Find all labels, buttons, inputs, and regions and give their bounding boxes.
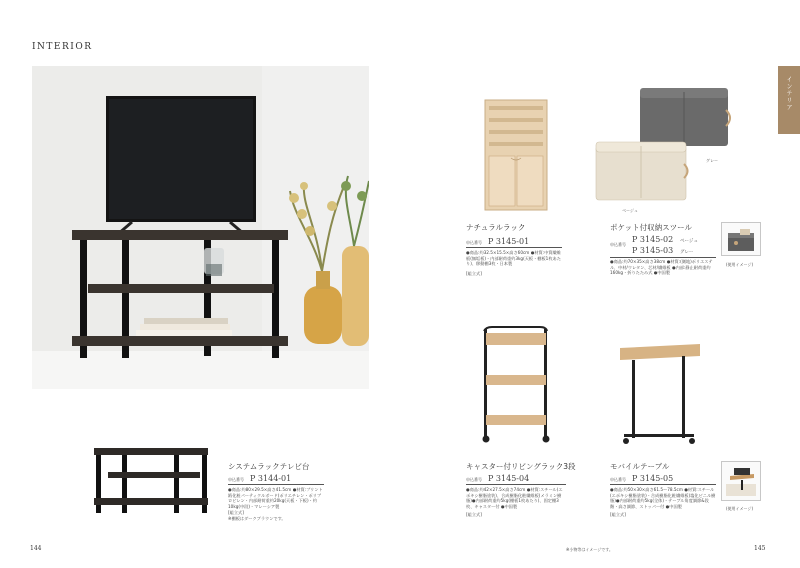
- order-number-label: 申込番号: [466, 240, 482, 245]
- product-code: P 3144-01: [250, 474, 292, 483]
- page-number-left: 144: [30, 545, 42, 552]
- natural-rack-image: [483, 98, 549, 212]
- product-description: ●商品:約32.5×15.5×高さ60cm ●材質:中質繊維板(無垢板)・内部耐荷重約3kg(天板・棚板1枚あたり)、移動棚3枚・日本製: [466, 250, 561, 267]
- product-description: ●商品:約42×27.5×高さ74cm ●材質:スチール(エポキシ樹脂塗装)、合成樹脂化粧繊維板(メラミン樹脂)●内部耐荷重約5kg(棚板1枚あたり)、固定棚3枚、キャスター付 ●中国製: [466, 487, 563, 509]
- usage-caption: (使用イメージ): [726, 262, 754, 267]
- product-code: P 3145-02: [632, 235, 674, 244]
- product-code: P 3145-01: [488, 237, 530, 246]
- product-name: ポケット付収納スツール: [610, 223, 692, 232]
- shelf-color-note: ※棚板はダークブラウンです。: [228, 516, 286, 521]
- product-code: P 3145-05: [632, 474, 674, 483]
- footer-note: ※小物等はイメージです。: [566, 547, 613, 552]
- usage-thumbnail: [721, 222, 761, 256]
- category-tab-label: インテリア: [785, 76, 792, 111]
- color-label-beige: ベージュ: [622, 208, 638, 213]
- storage-stool-image: [592, 84, 740, 212]
- code-divider: [610, 484, 716, 485]
- category-tab: [778, 66, 800, 134]
- assembly-note: [組立式]: [466, 512, 482, 517]
- color-label-gray: グレー: [706, 158, 718, 163]
- section-header: INTERIOR: [32, 42, 93, 52]
- page-number-right: 145: [754, 545, 766, 552]
- code-divider: [610, 257, 716, 258]
- code-divider: [228, 484, 324, 485]
- code-divider: [466, 484, 566, 485]
- assembly-note: [組立式]: [466, 271, 482, 276]
- order-number-label: 申込番号: [228, 477, 244, 482]
- product-description: ●商品:約80×29.5×高さ41.5cm ●材質:プリント紙化粧パーティクルボード(ポリエチレン・ポリプロピレン・内部耐荷重約20kg(天板・下板)・約10kg(中段)・マレーシア製: [228, 487, 323, 509]
- usage-caption: (使用イメージ): [726, 506, 754, 511]
- product-name: システムラックテレビ台: [228, 462, 310, 471]
- assembly-note: [組立式]: [610, 512, 626, 517]
- tv-stand-product-image: [92, 444, 212, 516]
- code-divider: [466, 247, 562, 248]
- product-name: モバイルテーブル: [610, 462, 670, 471]
- variant-color: ベージュ: [680, 239, 698, 244]
- usage-thumbnail: [721, 461, 761, 501]
- order-number-label: 申込番号: [610, 477, 626, 482]
- order-number-label: 申込番号: [466, 477, 482, 482]
- product-name: キャスター付リビングラック3段: [466, 462, 576, 471]
- product-description: ●商品:約70×35×高さ38cm ●材質:(側地)ポリエステル、中材/ウレタン、芯材/繊維板 ●内部:静止耐荷重約160kg・折りたたみ式 ●中国製: [610, 259, 713, 276]
- assembly-note: [組立式]: [228, 510, 244, 515]
- room-photo: [32, 66, 369, 389]
- product-description: ●商品:約50×30×高さ61.5〜78.5cm ●材質:スチール(エポキシ樹脂塗装)・合成樹脂化粧繊維板(塩化ビニル樹脂)●内部耐荷重約5kg(全体)・テーブル角度調節&段階・高さ調節、ストッパー付 ●中国製: [610, 487, 716, 509]
- product-code: P 3145-04: [488, 474, 530, 483]
- product-name: ナチュラルラック: [466, 223, 526, 232]
- variant-color: グレー: [680, 250, 694, 255]
- tv-stand-scene-image: [32, 66, 369, 389]
- caster-rack-image: [478, 325, 554, 445]
- order-number-label: 申込番号: [610, 242, 626, 247]
- product-code: P 3145-03: [632, 246, 674, 255]
- mobile-table-image: [618, 342, 702, 446]
